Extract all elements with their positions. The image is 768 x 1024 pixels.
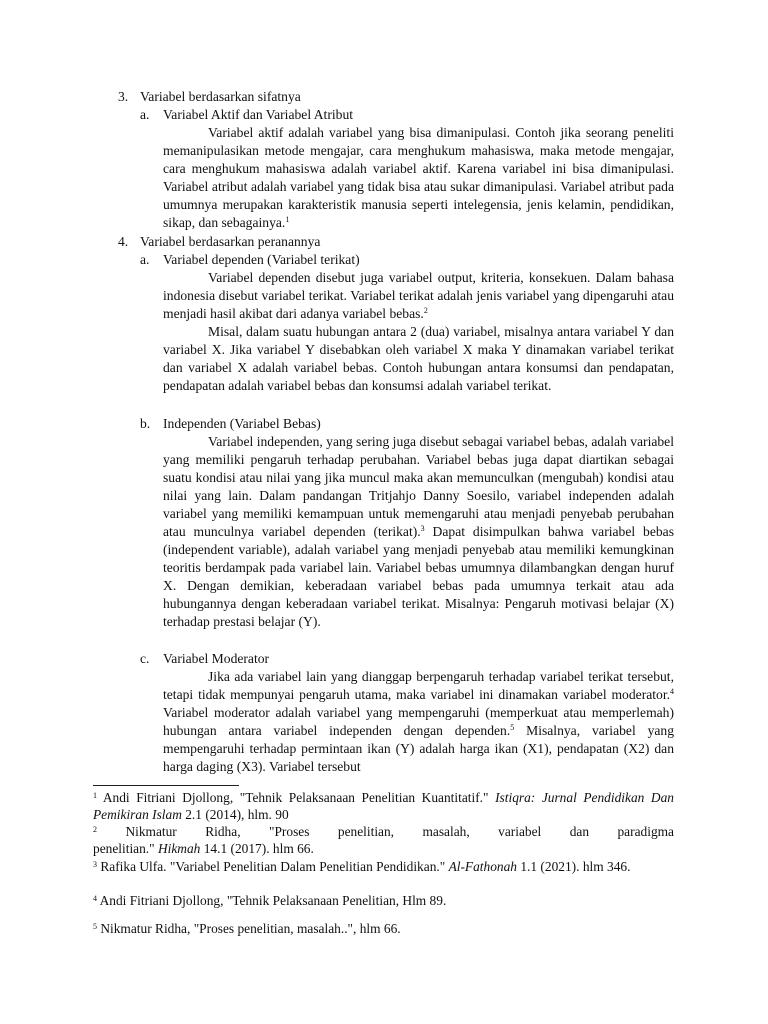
footnote-journal: Al-Fathonah xyxy=(448,859,517,874)
paragraph-text: Dapat disimpulkan bahwa variabel bebas (independent variable), adalah variabel yang menjadi penyebab atau memiliki kemungkinan teoritis berdampak pada variabel lain. Variabel bebas umumnya dilambangkan dengan huruf X. Dengan demikian, keberadaan variabel bebas pada umumnya terkait atau ada hubungannya dengan keberadaan variabel terikat. Misalnya: Pengaruh motivasi belajar (X) terhadap prestasi belajar (Y). xyxy=(163,524,674,629)
section-title: Variabel berdasarkan peranannya xyxy=(140,234,321,249)
paragraph-variabel-aktif xyxy=(163,124,674,232)
subsection-title: Variabel dependen (Variabel terikat) xyxy=(163,252,360,267)
subsection-title: Independen (Variabel Bebas) xyxy=(163,416,321,431)
footnote-text: Andi Fitriani Djollong, "Tehnik Pelaksanaan Penelitian Kuantitatif." xyxy=(97,790,496,805)
footnote-ref[interactable]: 3 xyxy=(420,524,425,533)
footnote-4 xyxy=(93,892,674,909)
footnote-ref[interactable]: 1 xyxy=(285,215,290,224)
paragraph-variabel-moderator xyxy=(163,668,674,776)
footnote-2-line-1 xyxy=(93,823,674,840)
list-letter: b. xyxy=(140,416,151,431)
list-letter: a. xyxy=(140,107,150,122)
paragraph-variabel-independen xyxy=(163,433,674,631)
footnote-ref[interactable]: 4 xyxy=(670,687,674,696)
footnote-5 xyxy=(93,920,674,937)
footnote-text: Andi Fitriani Djollong, "Tehnik Pelaksanaan Penelitian, Hlm 89. xyxy=(97,893,447,908)
subsection-title: Variabel Moderator xyxy=(163,651,270,666)
section-4-heading xyxy=(118,233,674,251)
paragraph-text: Variabel moderator adalah variabel yang mempengaruhi (memperkuat atau memperlemah) hubungan antara variabel independen dengan dependen. xyxy=(163,705,674,738)
list-number: 4. xyxy=(118,234,129,249)
footnote-journal: Hikmah xyxy=(157,841,201,856)
footnote-mark: 3 xyxy=(93,860,97,869)
subsection-title: Variabel Aktif dan Variabel Atribut xyxy=(163,107,354,122)
footnote-mark: 4 xyxy=(93,894,97,903)
paragraph-text: Variabel aktif adalah variabel yang bisa dimanipulasi. Contoh jika seorang peneliti memanipulasikan metode mengajar, cara menghukum mahasiswa, maka metode mengajar, cara menghukum mahasiswa adalah variabel aktif. Karena variabel ini bisa dimanipulasi. Variabel atribut adalah variabel yang tidak bisa atau sukar dimanipulasi. Variabel atribut pada umumnya merupakan karakteristik manusia seperti intelegensia, jenis kelamin, pendidikan, sikap, dan sebagainya. xyxy=(163,125,674,230)
footnote-3 xyxy=(93,858,674,875)
footnote-text: 1.1 (2021). hlm 346. xyxy=(517,859,631,874)
footnote-text: 2.1 (2014), hlm. 90 xyxy=(181,807,289,822)
paragraph-text: Misalnya, variabel yang mempengaruhi terhadap permintaan ikan (Y) adalah harga ikan (X1), pendapatan (X2) dan harga daging (X3). Variabel tersebut xyxy=(163,723,674,774)
paragraph-text: Variabel independen, yang sering juga disebut sebagai variabel bebas, adalah variabel yang memiliki pengaruh terhadap perubahan. Variabel bebas juga dapat diartikan sebagai suatu kondisi atau nilai yang jika muncul maka akan memunculkan (mengubah) kondisi atau nilai yang lain. Dalam pandangan Tritjahjo Danny Soesilo, variabel independen adalah variabel yang memiliki kemampuan untuk memengaruhi atau menjadi penyebab perubahan atau munculnya variabel dependen (terikat). xyxy=(163,434,674,539)
footnote-journal: Istiqra: Jurnal Pendidikan Dan Pemikiran Islam xyxy=(93,790,674,822)
paragraph-variabel-dependen xyxy=(163,269,674,323)
paragraph-text: Misal, dalam suatu hubungan antara 2 (dua) variabel, misalnya antara variabel Y dan variabel X. Jika variabel Y disebabkan oleh variabel X maka Y dinamakan variabel terikat dan variabel X adalah variabel bebas. Contoh hubungan antara konsumsi dan pendapatan, pendapatan adalah variabel bebas dan konsumsi adalah variabel terikat. xyxy=(163,324,674,393)
paragraph-text: Variabel dependen disebut juga variabel output, kriteria, konsekuen. Dalam bahasa indonesia disebut variabel terikat. Variabel terikat adalah jenis variabel yang dipengaruhi atau menjadi hasil akibat dari adanya variabel bebas. xyxy=(163,270,674,321)
paragraph-misal xyxy=(163,323,674,395)
list-letter: c. xyxy=(140,651,150,666)
footnote-mark: 5 xyxy=(93,922,97,931)
footnote-separator xyxy=(93,785,239,786)
paragraph-text: Jika ada variabel lain yang dianggap berpengaruh terhadap variabel terikat tersebut, tetapi tidak mempunyai pengaruh utama, maka variabel ini dinamakan variabel moderator. xyxy=(163,669,674,702)
section-title: Variabel berdasarkan sifatnya xyxy=(140,89,301,104)
footnote-mark: 1 xyxy=(93,791,97,800)
footnote-text: 14.1 (2017). hlm 66. xyxy=(200,841,314,856)
footnote-text: penelitian." xyxy=(93,841,158,856)
footnote-2-line-2 xyxy=(93,840,674,857)
section-3-heading xyxy=(118,88,674,106)
list-number: 3. xyxy=(118,89,129,104)
section-3a-heading xyxy=(140,106,674,124)
footnote-ref[interactable]: 5 xyxy=(510,723,515,732)
section-4b-heading xyxy=(140,415,674,433)
footnote-ref[interactable]: 2 xyxy=(423,306,428,315)
list-letter: a. xyxy=(140,252,150,267)
footnote-mark: 2 xyxy=(93,825,97,834)
footnote-text: Nikmatur Ridha, "Proses penelitian, masalah, variabel dan paradigma xyxy=(97,824,674,839)
footnote-text: Nikmatur Ridha, "Proses penelitian, masalah..", hlm 66. xyxy=(97,921,401,936)
section-4c-heading xyxy=(140,650,674,668)
footnote-text: Rafika Ulfa. "Variabel Penelitian Dalam Penelitian Pendidikan." xyxy=(97,859,449,874)
footnote-1 xyxy=(93,789,674,823)
section-4a-heading xyxy=(140,251,674,269)
